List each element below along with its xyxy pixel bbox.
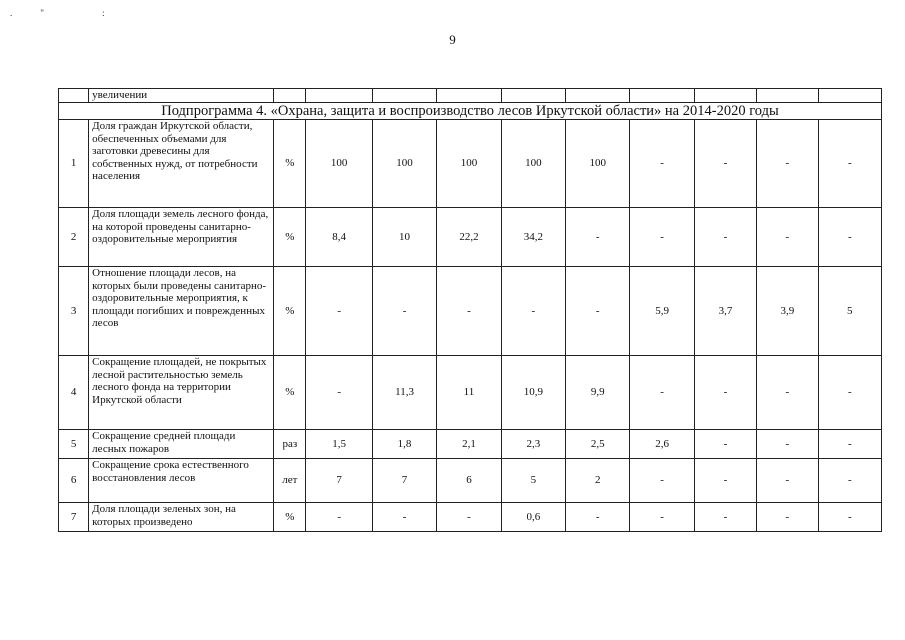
row-number: 3 (59, 267, 89, 356)
value-cell: - (757, 120, 818, 208)
value-cell: - (757, 503, 818, 532)
value-cell: 11,3 (372, 356, 436, 430)
value-cell: - (757, 459, 818, 503)
indicator-name: Сокращение срока естественного восстановления лесов (89, 459, 274, 503)
value-cell: 10 (372, 208, 436, 267)
value-cell: - (566, 267, 630, 356)
value-cell: 22,2 (437, 208, 501, 267)
row-number: 5 (59, 430, 89, 459)
value-cell: - (306, 503, 372, 532)
row-number: 4 (59, 356, 89, 430)
indicator-name: Сокращение площадей, не покрытых лесной растительностью земель лесного фонда на территории Иркутской области (89, 356, 274, 430)
indicator-name: Сокращение средней площади лесных пожаров (89, 430, 274, 459)
indicator-name: Доля площади зеленых зон, на которых произведено (89, 503, 274, 532)
value-cell: - (566, 503, 630, 532)
table-row (59, 120, 882, 208)
value-cell: - (437, 267, 501, 356)
value-cell: - (694, 503, 756, 532)
value-cell: 10,9 (501, 356, 565, 430)
unit-cell: раз (274, 430, 306, 459)
unit-cell: % (274, 267, 306, 356)
value-cell: 7 (306, 459, 372, 503)
value-cell: 7 (372, 459, 436, 503)
table-row (59, 356, 882, 430)
value-cell: - (818, 503, 881, 532)
value-cell: 100 (372, 120, 436, 208)
row-number: 1 (59, 120, 89, 208)
value-cell: - (566, 208, 630, 267)
table-row (59, 459, 882, 503)
value-cell: - (757, 430, 818, 459)
value-cell: - (306, 267, 372, 356)
continuation-text: увеличении (89, 89, 274, 103)
value-cell: - (630, 503, 694, 532)
unit-cell: % (274, 120, 306, 208)
value-cell: 34,2 (501, 208, 565, 267)
value-cell: - (757, 208, 818, 267)
value-cell: 100 (306, 120, 372, 208)
indicator-name: Доля граждан Иркутской области, обеспеченных объемами для заготовки древесины для собственных нужд, от потребности населения (89, 120, 274, 208)
value-cell: 1,5 (306, 430, 372, 459)
value-cell: 100 (566, 120, 630, 208)
table-row (59, 208, 882, 267)
value-cell: - (757, 356, 818, 430)
unit-cell: % (274, 208, 306, 267)
scan-marks: ." : (10, 8, 133, 18)
value-cell: - (630, 208, 694, 267)
value-cell: - (818, 120, 881, 208)
value-cell: 8,4 (306, 208, 372, 267)
unit-cell: лет (274, 459, 306, 503)
value-cell: - (306, 356, 372, 430)
value-cell: - (372, 503, 436, 532)
table-row (59, 430, 882, 459)
value-cell: - (694, 430, 756, 459)
subprogram-title: Подпрограмма 4. «Охрана, защита и воспроизводство лесов Иркутской области» на 2014-2020 годы (59, 103, 882, 120)
value-cell: - (630, 120, 694, 208)
value-cell: - (818, 430, 881, 459)
subprogram-row (59, 103, 882, 120)
value-cell: - (437, 503, 501, 532)
value-cell: 5,9 (630, 267, 694, 356)
value-cell: - (818, 208, 881, 267)
unit-cell: % (274, 503, 306, 532)
value-cell: - (501, 267, 565, 356)
value-cell: 3,9 (757, 267, 818, 356)
value-cell: - (694, 459, 756, 503)
continuation-row (59, 89, 882, 103)
value-cell: - (818, 356, 881, 430)
value-cell: 3,7 (694, 267, 756, 356)
value-cell: - (630, 356, 694, 430)
value-cell: - (372, 267, 436, 356)
value-cell: 100 (501, 120, 565, 208)
value-cell: 6 (437, 459, 501, 503)
value-cell: - (818, 459, 881, 503)
indicators-table (58, 88, 882, 532)
indicator-name: Доля площади земель лесного фонда, на которой проведены санитарно-оздоровительные мероприятия (89, 208, 274, 267)
value-cell: - (694, 208, 756, 267)
value-cell: 2,6 (630, 430, 694, 459)
row-number: 2 (59, 208, 89, 267)
value-cell: 1,8 (372, 430, 436, 459)
value-cell: 5 (818, 267, 881, 356)
value-cell: 2,5 (566, 430, 630, 459)
value-cell: 9,9 (566, 356, 630, 430)
value-cell: - (630, 459, 694, 503)
page-number: 9 (449, 32, 456, 47)
value-cell: 2,1 (437, 430, 501, 459)
unit-cell: % (274, 356, 306, 430)
value-cell: 5 (501, 459, 565, 503)
value-cell: 0,6 (501, 503, 565, 532)
value-cell: 11 (437, 356, 501, 430)
table-row (59, 267, 882, 356)
indicator-name: Отношение площади лесов, на которых были проведены санитарно-оздоровительные мероприятия, к площади погибших и поврежденных лесов (89, 267, 274, 356)
value-cell: - (694, 356, 756, 430)
table-row (59, 503, 882, 532)
row-number: 6 (59, 459, 89, 503)
value-cell: 100 (437, 120, 501, 208)
value-cell: - (694, 120, 756, 208)
value-cell: 2 (566, 459, 630, 503)
value-cell: 2,3 (501, 430, 565, 459)
row-number: 7 (59, 503, 89, 532)
